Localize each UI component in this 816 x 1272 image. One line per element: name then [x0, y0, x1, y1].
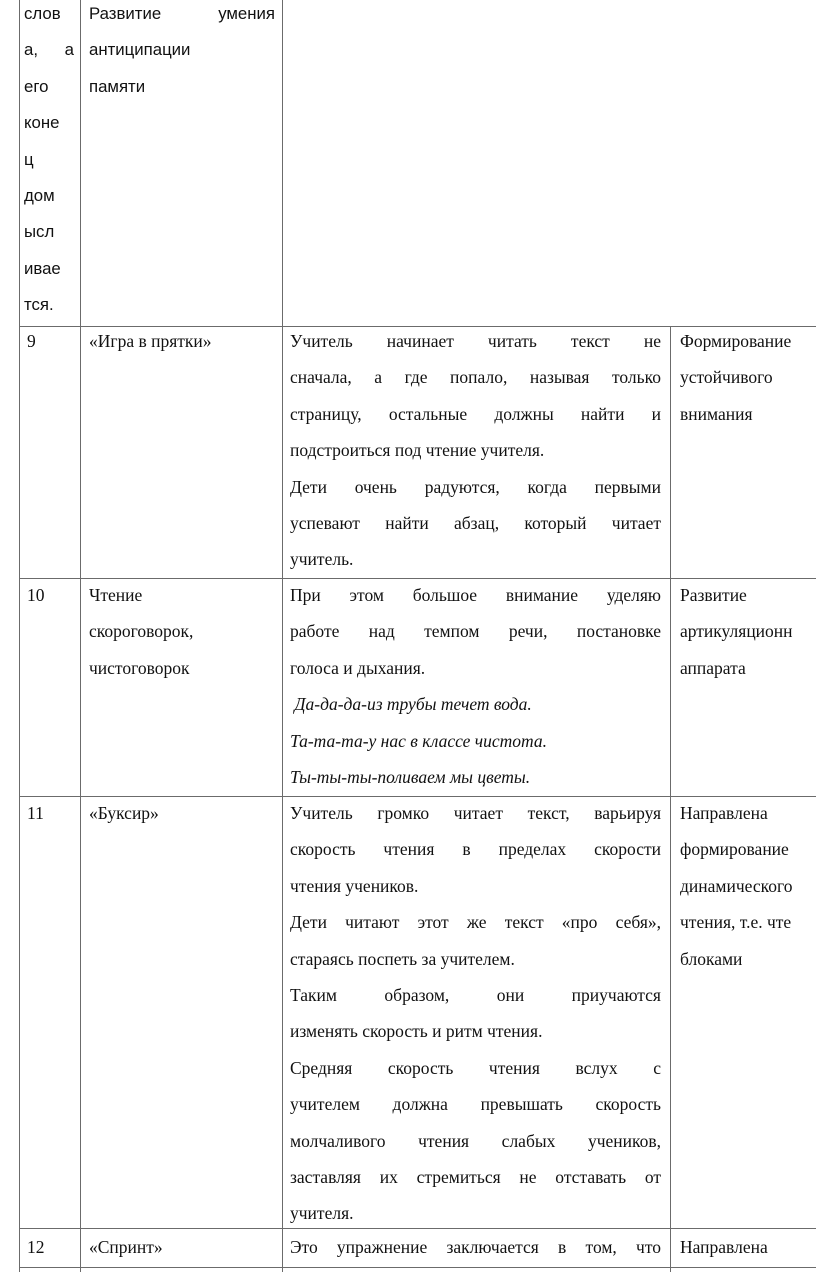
row-12-description — [290, 1229, 661, 1265]
row-11-number — [27, 795, 44, 831]
text-line: учителем должна превышать скорость — [290, 1094, 661, 1115]
text-line: памяти — [89, 76, 146, 96]
text-line: Чтение — [89, 585, 143, 605]
row-number: 11 — [27, 803, 44, 823]
text-line: формирование — [680, 839, 789, 860]
text-line: страницу, остальные должны найти и — [290, 403, 661, 424]
text-line: сначала, а где попало, называя только — [290, 367, 661, 388]
row-9-name — [89, 323, 275, 359]
row-number: 10 — [27, 585, 45, 605]
row-number: 12 — [27, 1237, 45, 1257]
text-line: голоса и дыхания. — [290, 657, 426, 678]
text-line: Средняя скорость чтения вслух с — [290, 1057, 661, 1078]
row-10-description — [290, 577, 661, 795]
exercise-name: «Буксир» — [89, 803, 159, 823]
text-line: Направлена — [680, 1237, 768, 1257]
text-line: слов — [24, 4, 61, 23]
text-line: скороговорок, — [89, 621, 194, 642]
text-line: стараясь поспеть за учителем. — [290, 948, 515, 969]
table-border-bottom — [19, 1267, 816, 1268]
row-9-number — [27, 323, 36, 359]
row-number: 9 — [27, 331, 36, 351]
text-line: динамического — [680, 875, 793, 896]
table-border-left — [19, 0, 20, 1272]
text-line: устойчивого — [680, 367, 773, 388]
text-line: чтения, т.е. чте — [680, 912, 792, 933]
exercise-name: «Спринт» — [89, 1237, 163, 1257]
text-line: дом — [24, 186, 55, 206]
text-line: Дети очень радуются, когда первыми — [290, 476, 661, 497]
text-line: учителя. — [290, 1203, 354, 1224]
text-line: антиципации — [89, 40, 191, 60]
text-line: Учитель начинает читать текст не — [290, 331, 661, 351]
text-line: артикуляционн — [680, 621, 793, 642]
text-line: а, а — [24, 40, 74, 60]
text-line: чистоговорок — [89, 657, 190, 678]
text-line: ысл — [24, 222, 55, 242]
row-9-description — [290, 323, 661, 578]
text-line: Развитие — [680, 585, 747, 605]
row-12-number — [27, 1229, 45, 1265]
text-line: заставляя их стремиться не отставать от — [290, 1167, 661, 1188]
row-11-purpose — [680, 795, 792, 977]
text-line: Учитель громко читает текст, варьируя — [290, 803, 661, 823]
text-line: работе над темпом речи, постановке — [290, 621, 661, 642]
text-line: коне — [24, 113, 60, 133]
text-line: Это упражнение заключается в том, что — [290, 1237, 661, 1257]
text-line: чтения учеников. — [290, 875, 419, 896]
text-line: При этом большое внимание уделяю — [290, 585, 661, 605]
text-line-italic: Та-та-та-у нас в классе чистота. — [290, 730, 548, 751]
text-line: Направлена — [680, 803, 768, 823]
top-row-col2 — [89, 0, 275, 105]
text-line: его — [24, 76, 49, 96]
text-line: Дети читают этот же текст «про себя», — [290, 912, 661, 933]
row-12-name — [89, 1229, 275, 1265]
table-border-col1 — [80, 0, 81, 1272]
row-9-purpose — [680, 323, 791, 432]
text-line: учитель. — [290, 549, 354, 570]
row-10-number — [27, 577, 45, 613]
row-11-name — [89, 795, 275, 831]
table-border-col3 — [670, 326, 671, 1272]
text-line: Развитие умения — [89, 4, 275, 23]
text-line: ивае — [24, 258, 61, 278]
text-line-italic: Да-да-да-из трубы течет вода. — [290, 694, 532, 715]
row-10-name — [89, 577, 275, 686]
table-border-col2 — [282, 0, 283, 1272]
text-line: блоками — [680, 948, 743, 969]
text-line: изменять скорость и ритм чтения. — [290, 1021, 543, 1042]
text-line: молчаливого чтения слабых учеников, — [290, 1130, 661, 1151]
text-line: Формирование — [680, 331, 792, 351]
text-line: Таким образом, они приучаются — [290, 985, 661, 1006]
text-line: успевают найти абзац, который читает — [290, 513, 661, 534]
row-12-purpose — [680, 1229, 768, 1265]
text-line: аппарата — [680, 657, 746, 678]
text-line: ц — [24, 149, 34, 169]
text-line: скорость чтения в пределах скорости — [290, 839, 661, 860]
top-row-col1 — [24, 0, 74, 324]
text-line-italic: Ты-ты-ты-поливаем мы цветы. — [290, 767, 531, 788]
exercise-name: «Игра в прятки» — [89, 331, 212, 351]
text-line: внимания — [680, 403, 753, 424]
text-line: подстроиться под чтение учителя. — [290, 440, 545, 461]
row-10-purpose — [680, 577, 793, 686]
row-11-description — [290, 795, 661, 1232]
text-line: тся. — [24, 295, 54, 315]
